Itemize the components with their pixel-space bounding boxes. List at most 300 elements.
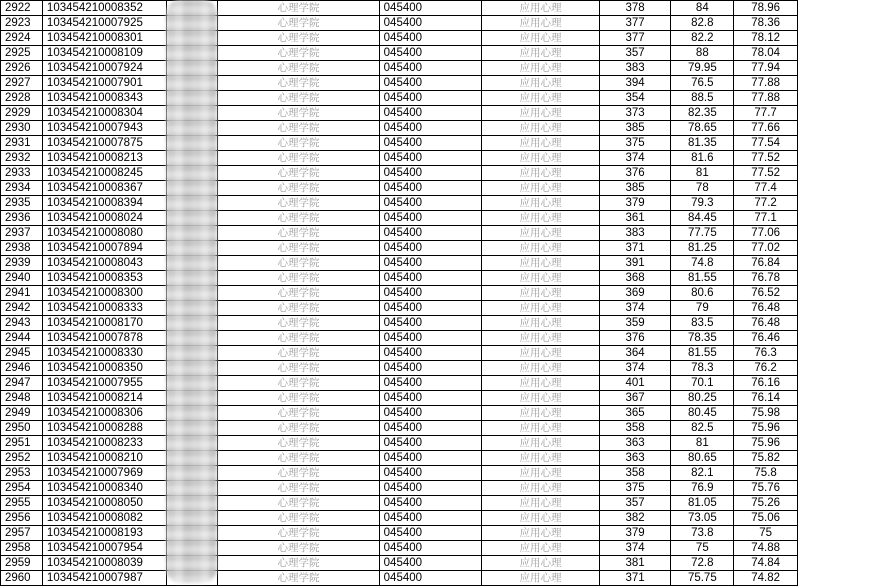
row-number-cell: 2932 <box>1 151 43 166</box>
empty-cell <box>797 286 887 301</box>
table-row <box>1 61 887 76</box>
retest-score-cell: 81 <box>671 436 734 451</box>
retest-score-cell: 80.45 <box>671 406 734 421</box>
major-name-cell: 应用心理 <box>482 511 600 526</box>
row-number-cell: 2939 <box>1 256 43 271</box>
table-row <box>1 31 887 46</box>
major-code-cell: 045400 <box>379 226 482 241</box>
candidate-id-cell: 103454210007969 <box>42 466 166 481</box>
major-code-cell: 045400 <box>379 511 482 526</box>
candidate-id-cell: 103454210008043 <box>42 256 166 271</box>
major-name-cell: 应用心理 <box>482 571 600 586</box>
candidate-id-cell: 103454210008213 <box>42 151 166 166</box>
empty-cell <box>797 136 887 151</box>
empty-cell <box>797 316 887 331</box>
row-number-cell: 2931 <box>1 136 43 151</box>
row-number-cell: 2924 <box>1 31 43 46</box>
major-code-cell: 045400 <box>379 361 482 376</box>
total-score-cell: 77.52 <box>734 166 798 181</box>
major-name-cell: 应用心理 <box>482 106 600 121</box>
major-name-cell: 应用心理 <box>482 286 600 301</box>
college-cell: 心理学院 <box>218 481 379 496</box>
initial-score-cell: 358 <box>599 421 671 436</box>
initial-score-cell: 374 <box>599 361 671 376</box>
major-code-cell: 045400 <box>379 16 482 31</box>
empty-cell <box>797 196 887 211</box>
candidate-id-cell: 103454210008193 <box>42 526 166 541</box>
total-score-cell: 75 <box>734 526 798 541</box>
total-score-cell: 77.06 <box>734 226 798 241</box>
candidate-id-cell: 103454210008340 <box>42 481 166 496</box>
initial-score-cell: 374 <box>599 301 671 316</box>
candidate-id-cell: 103454210008333 <box>42 301 166 316</box>
initial-score-cell: 379 <box>599 196 671 211</box>
retest-score-cell: 81.55 <box>671 271 734 286</box>
major-code-cell: 045400 <box>379 406 482 421</box>
major-name-cell: 应用心理 <box>482 136 600 151</box>
row-number-cell: 2945 <box>1 346 43 361</box>
empty-cell <box>797 91 887 106</box>
major-code-cell: 045400 <box>379 466 482 481</box>
major-name-cell: 应用心理 <box>482 196 600 211</box>
retest-score-cell: 81.6 <box>671 151 734 166</box>
major-name-cell: 应用心理 <box>482 361 600 376</box>
total-score-cell: 77.54 <box>734 136 798 151</box>
total-score-cell: 75.8 <box>734 466 798 481</box>
major-name-cell: 应用心理 <box>482 301 600 316</box>
major-code-cell: 045400 <box>379 76 482 91</box>
candidate-id-cell: 103454210008080 <box>42 226 166 241</box>
retest-score-cell: 82.1 <box>671 466 734 481</box>
major-code-cell: 045400 <box>379 301 482 316</box>
initial-score-cell: 381 <box>599 556 671 571</box>
empty-cell <box>797 1 887 16</box>
major-code-cell: 045400 <box>379 121 482 136</box>
initial-score-cell: 376 <box>599 166 671 181</box>
table-row <box>1 46 887 61</box>
major-name-cell: 应用心理 <box>482 541 600 556</box>
major-name-cell: 应用心理 <box>482 241 600 256</box>
total-score-cell: 74.82 <box>734 571 798 586</box>
retest-score-cell: 72.8 <box>671 556 734 571</box>
major-code-cell: 045400 <box>379 241 482 256</box>
empty-cell <box>797 481 887 496</box>
major-code-cell: 045400 <box>379 436 482 451</box>
candidate-id-cell: 103454210007875 <box>42 136 166 151</box>
candidate-id-cell: 103454210008367 <box>42 181 166 196</box>
candidate-id-cell: 103454210008353 <box>42 271 166 286</box>
empty-cell <box>797 436 887 451</box>
major-name-cell: 应用心理 <box>482 556 600 571</box>
major-code-cell: 045400 <box>379 526 482 541</box>
college-cell: 心理学院 <box>218 511 379 526</box>
candidate-id-cell: 103454210008050 <box>42 496 166 511</box>
empty-cell <box>797 346 887 361</box>
college-cell: 心理学院 <box>218 361 379 376</box>
major-code-cell: 045400 <box>379 286 482 301</box>
table-row <box>1 226 887 241</box>
retest-score-cell: 82.5 <box>671 421 734 436</box>
empty-cell <box>797 541 887 556</box>
candidate-id-cell: 103454210008170 <box>42 316 166 331</box>
total-score-cell: 75.96 <box>734 421 798 436</box>
initial-score-cell: 364 <box>599 346 671 361</box>
table-row <box>1 436 887 451</box>
candidate-id-cell: 103454210008288 <box>42 421 166 436</box>
major-name-cell: 应用心理 <box>482 256 600 271</box>
initial-score-cell: 383 <box>599 226 671 241</box>
college-cell: 心理学院 <box>218 256 379 271</box>
major-code-cell: 045400 <box>379 106 482 121</box>
retest-score-cell: 73.8 <box>671 526 734 541</box>
table-row <box>1 121 887 136</box>
retest-score-cell: 75.75 <box>671 571 734 586</box>
row-number-cell: 2944 <box>1 331 43 346</box>
major-code-cell: 045400 <box>379 136 482 151</box>
college-cell: 心理学院 <box>218 421 379 436</box>
total-score-cell: 78.36 <box>734 16 798 31</box>
empty-cell <box>797 556 887 571</box>
major-name-cell: 应用心理 <box>482 1 600 16</box>
major-name-cell: 应用心理 <box>482 421 600 436</box>
row-number-cell: 2953 <box>1 466 43 481</box>
total-score-cell: 75.96 <box>734 436 798 451</box>
table-row <box>1 526 887 541</box>
major-code-cell: 045400 <box>379 346 482 361</box>
college-cell: 心理学院 <box>218 496 379 511</box>
college-cell: 心理学院 <box>218 121 379 136</box>
initial-score-cell: 385 <box>599 181 671 196</box>
major-code-cell: 045400 <box>379 421 482 436</box>
major-code-cell: 045400 <box>379 91 482 106</box>
candidate-id-cell: 103454210008233 <box>42 436 166 451</box>
major-code-cell: 045400 <box>379 1 482 16</box>
major-code-cell: 045400 <box>379 481 482 496</box>
total-score-cell: 77.66 <box>734 121 798 136</box>
row-number-cell: 2958 <box>1 541 43 556</box>
major-name-cell: 应用心理 <box>482 16 600 31</box>
empty-cell <box>797 241 887 256</box>
college-cell: 心理学院 <box>218 151 379 166</box>
total-score-cell: 75.06 <box>734 511 798 526</box>
table-row <box>1 421 887 436</box>
candidate-id-cell: 103454210007894 <box>42 241 166 256</box>
initial-score-cell: 377 <box>599 31 671 46</box>
table-row <box>1 106 887 121</box>
major-name-cell: 应用心理 <box>482 211 600 226</box>
initial-score-cell: 378 <box>599 1 671 16</box>
college-cell: 心理学院 <box>218 346 379 361</box>
row-number-cell: 2922 <box>1 1 43 16</box>
major-code-cell: 045400 <box>379 376 482 391</box>
major-name-cell: 应用心理 <box>482 121 600 136</box>
table-row <box>1 556 887 571</box>
initial-score-cell: 368 <box>599 271 671 286</box>
total-score-cell: 75.98 <box>734 406 798 421</box>
total-score-cell: 75.76 <box>734 481 798 496</box>
college-cell: 心理学院 <box>218 316 379 331</box>
total-score-cell: 76.78 <box>734 271 798 286</box>
row-number-cell: 2951 <box>1 436 43 451</box>
table-row <box>1 256 887 271</box>
row-number-cell: 2949 <box>1 406 43 421</box>
retest-score-cell: 88 <box>671 46 734 61</box>
initial-score-cell: 394 <box>599 76 671 91</box>
row-number-cell: 2933 <box>1 166 43 181</box>
candidate-id-cell: 103454210008350 <box>42 361 166 376</box>
total-score-cell: 77.94 <box>734 61 798 76</box>
empty-cell <box>797 406 887 421</box>
row-number-cell: 2955 <box>1 496 43 511</box>
candidate-id-cell: 103454210008330 <box>42 346 166 361</box>
empty-cell <box>797 106 887 121</box>
initial-score-cell: 369 <box>599 286 671 301</box>
major-code-cell: 045400 <box>379 211 482 226</box>
candidate-id-cell: 103454210008343 <box>42 91 166 106</box>
retest-score-cell: 76.5 <box>671 76 734 91</box>
table-row <box>1 136 887 151</box>
candidate-id-cell: 103454210008304 <box>42 106 166 121</box>
row-number-cell: 2937 <box>1 226 43 241</box>
major-code-cell: 045400 <box>379 151 482 166</box>
major-name-cell: 应用心理 <box>482 346 600 361</box>
retest-score-cell: 78.3 <box>671 361 734 376</box>
row-number-cell: 2928 <box>1 91 43 106</box>
total-score-cell: 77.7 <box>734 106 798 121</box>
major-name-cell: 应用心理 <box>482 271 600 286</box>
retest-score-cell: 82.35 <box>671 106 734 121</box>
row-number-cell: 2934 <box>1 181 43 196</box>
candidate-id-cell: 103454210008394 <box>42 196 166 211</box>
initial-score-cell: 377 <box>599 16 671 31</box>
total-score-cell: 74.88 <box>734 541 798 556</box>
table-row <box>1 376 887 391</box>
retest-score-cell: 84.45 <box>671 211 734 226</box>
table-row <box>1 166 887 181</box>
college-cell: 心理学院 <box>218 406 379 421</box>
major-code-cell: 045400 <box>379 196 482 211</box>
table-row <box>1 211 887 226</box>
candidate-id-cell: 103454210008024 <box>42 211 166 226</box>
college-cell: 心理学院 <box>218 556 379 571</box>
candidate-id-cell: 103454210008306 <box>42 406 166 421</box>
total-score-cell: 77.88 <box>734 91 798 106</box>
retest-score-cell: 78.35 <box>671 331 734 346</box>
table-row <box>1 151 887 166</box>
initial-score-cell: 365 <box>599 406 671 421</box>
initial-score-cell: 357 <box>599 46 671 61</box>
candidate-id-cell: 103454210007987 <box>42 571 166 586</box>
candidate-id-cell: 103454210007924 <box>42 61 166 76</box>
table-row <box>1 91 887 106</box>
major-name-cell: 应用心理 <box>482 166 600 181</box>
table-row <box>1 331 887 346</box>
total-score-cell: 76.84 <box>734 256 798 271</box>
college-cell: 心理学院 <box>218 1 379 16</box>
major-code-cell: 045400 <box>379 541 482 556</box>
empty-cell <box>797 271 887 286</box>
retest-score-cell: 76.9 <box>671 481 734 496</box>
major-name-cell: 应用心理 <box>482 91 600 106</box>
retest-score-cell: 81.05 <box>671 496 734 511</box>
initial-score-cell: 358 <box>599 466 671 481</box>
row-number-cell: 2940 <box>1 271 43 286</box>
major-name-cell: 应用心理 <box>482 391 600 406</box>
table-row <box>1 391 887 406</box>
major-name-cell: 应用心理 <box>482 76 600 91</box>
major-name-cell: 应用心理 <box>482 406 600 421</box>
empty-cell <box>797 46 887 61</box>
major-name-cell: 应用心理 <box>482 61 600 76</box>
candidate-id-cell: 103454210008039 <box>42 556 166 571</box>
empty-cell <box>797 466 887 481</box>
empty-cell <box>797 31 887 46</box>
total-score-cell: 78.12 <box>734 31 798 46</box>
row-number-cell: 2941 <box>1 286 43 301</box>
table-body <box>1 1 887 586</box>
college-cell: 心理学院 <box>218 31 379 46</box>
empty-cell <box>797 151 887 166</box>
college-cell: 心理学院 <box>218 286 379 301</box>
college-cell: 心理学院 <box>218 46 379 61</box>
retest-score-cell: 80.25 <box>671 391 734 406</box>
major-code-cell: 045400 <box>379 571 482 586</box>
candidate-id-cell: 103454210008352 <box>42 1 166 16</box>
redacted-name-column <box>166 0 217 583</box>
retest-score-cell: 81.35 <box>671 136 734 151</box>
initial-score-cell: 383 <box>599 61 671 76</box>
initial-score-cell: 371 <box>599 241 671 256</box>
major-code-cell: 045400 <box>379 331 482 346</box>
initial-score-cell: 401 <box>599 376 671 391</box>
total-score-cell: 77.52 <box>734 151 798 166</box>
initial-score-cell: 363 <box>599 436 671 451</box>
college-cell: 心理学院 <box>218 196 379 211</box>
candidate-id-cell: 103454210007878 <box>42 331 166 346</box>
retest-score-cell: 75 <box>671 541 734 556</box>
retest-score-cell: 78 <box>671 181 734 196</box>
row-number-cell: 2943 <box>1 316 43 331</box>
college-cell: 心理学院 <box>218 391 379 406</box>
table-row <box>1 541 887 556</box>
table-row <box>1 181 887 196</box>
total-score-cell: 76.46 <box>734 331 798 346</box>
candidate-id-cell: 103454210008214 <box>42 391 166 406</box>
major-name-cell: 应用心理 <box>482 31 600 46</box>
table-row <box>1 406 887 421</box>
table-row <box>1 466 887 481</box>
empty-cell <box>797 391 887 406</box>
total-score-cell: 77.2 <box>734 196 798 211</box>
college-cell: 心理学院 <box>218 451 379 466</box>
retest-score-cell: 78.65 <box>671 121 734 136</box>
retest-score-cell: 70.1 <box>671 376 734 391</box>
major-code-cell: 045400 <box>379 556 482 571</box>
row-number-cell: 2938 <box>1 241 43 256</box>
major-name-cell: 应用心理 <box>482 481 600 496</box>
table-row <box>1 346 887 361</box>
college-cell: 心理学院 <box>218 331 379 346</box>
row-number-cell: 2936 <box>1 211 43 226</box>
row-number-cell: 2954 <box>1 481 43 496</box>
empty-cell <box>797 451 887 466</box>
row-number-cell: 2952 <box>1 451 43 466</box>
total-score-cell: 78.96 <box>734 1 798 16</box>
empty-cell <box>797 526 887 541</box>
candidate-id-cell: 103454210008109 <box>42 46 166 61</box>
row-number-cell: 2946 <box>1 361 43 376</box>
retest-score-cell: 74.8 <box>671 256 734 271</box>
initial-score-cell: 374 <box>599 151 671 166</box>
initial-score-cell: 391 <box>599 256 671 271</box>
table-row <box>1 241 887 256</box>
empty-cell <box>797 511 887 526</box>
total-score-cell: 77.88 <box>734 76 798 91</box>
major-name-cell: 应用心理 <box>482 451 600 466</box>
row-number-cell: 2925 <box>1 46 43 61</box>
college-cell: 心理学院 <box>218 271 379 286</box>
college-cell: 心理学院 <box>218 541 379 556</box>
total-score-cell: 76.2 <box>734 361 798 376</box>
initial-score-cell: 373 <box>599 106 671 121</box>
empty-cell <box>797 181 887 196</box>
row-number-cell: 2923 <box>1 16 43 31</box>
college-cell: 心理学院 <box>218 526 379 541</box>
initial-score-cell: 382 <box>599 511 671 526</box>
major-name-cell: 应用心理 <box>482 496 600 511</box>
empty-cell <box>797 76 887 91</box>
total-score-cell: 78.04 <box>734 46 798 61</box>
college-cell: 心理学院 <box>218 91 379 106</box>
table-row <box>1 286 887 301</box>
table-row <box>1 76 887 91</box>
total-score-cell: 74.84 <box>734 556 798 571</box>
empty-cell <box>797 121 887 136</box>
major-name-cell: 应用心理 <box>482 526 600 541</box>
empty-cell <box>797 61 887 76</box>
row-number-cell: 2942 <box>1 301 43 316</box>
empty-cell <box>797 496 887 511</box>
college-cell: 心理学院 <box>218 16 379 31</box>
empty-cell <box>797 226 887 241</box>
table-row <box>1 496 887 511</box>
row-number-cell: 2956 <box>1 511 43 526</box>
retest-score-cell: 79.95 <box>671 61 734 76</box>
major-code-cell: 045400 <box>379 391 482 406</box>
empty-cell <box>797 331 887 346</box>
major-code-cell: 045400 <box>379 31 482 46</box>
college-cell: 心理学院 <box>218 211 379 226</box>
major-code-cell: 045400 <box>379 46 482 61</box>
row-number-cell: 2950 <box>1 421 43 436</box>
total-score-cell: 75.82 <box>734 451 798 466</box>
retest-score-cell: 82.8 <box>671 16 734 31</box>
empty-cell <box>797 256 887 271</box>
major-code-cell: 045400 <box>379 451 482 466</box>
total-score-cell: 76.52 <box>734 286 798 301</box>
empty-cell <box>797 361 887 376</box>
retest-score-cell: 80.6 <box>671 286 734 301</box>
major-code-cell: 045400 <box>379 496 482 511</box>
college-cell: 心理学院 <box>218 76 379 91</box>
total-score-cell: 75.26 <box>734 496 798 511</box>
initial-score-cell: 385 <box>599 121 671 136</box>
major-code-cell: 045400 <box>379 256 482 271</box>
college-cell: 心理学院 <box>218 376 379 391</box>
initial-score-cell: 363 <box>599 451 671 466</box>
total-score-cell: 76.3 <box>734 346 798 361</box>
table-row <box>1 196 887 211</box>
